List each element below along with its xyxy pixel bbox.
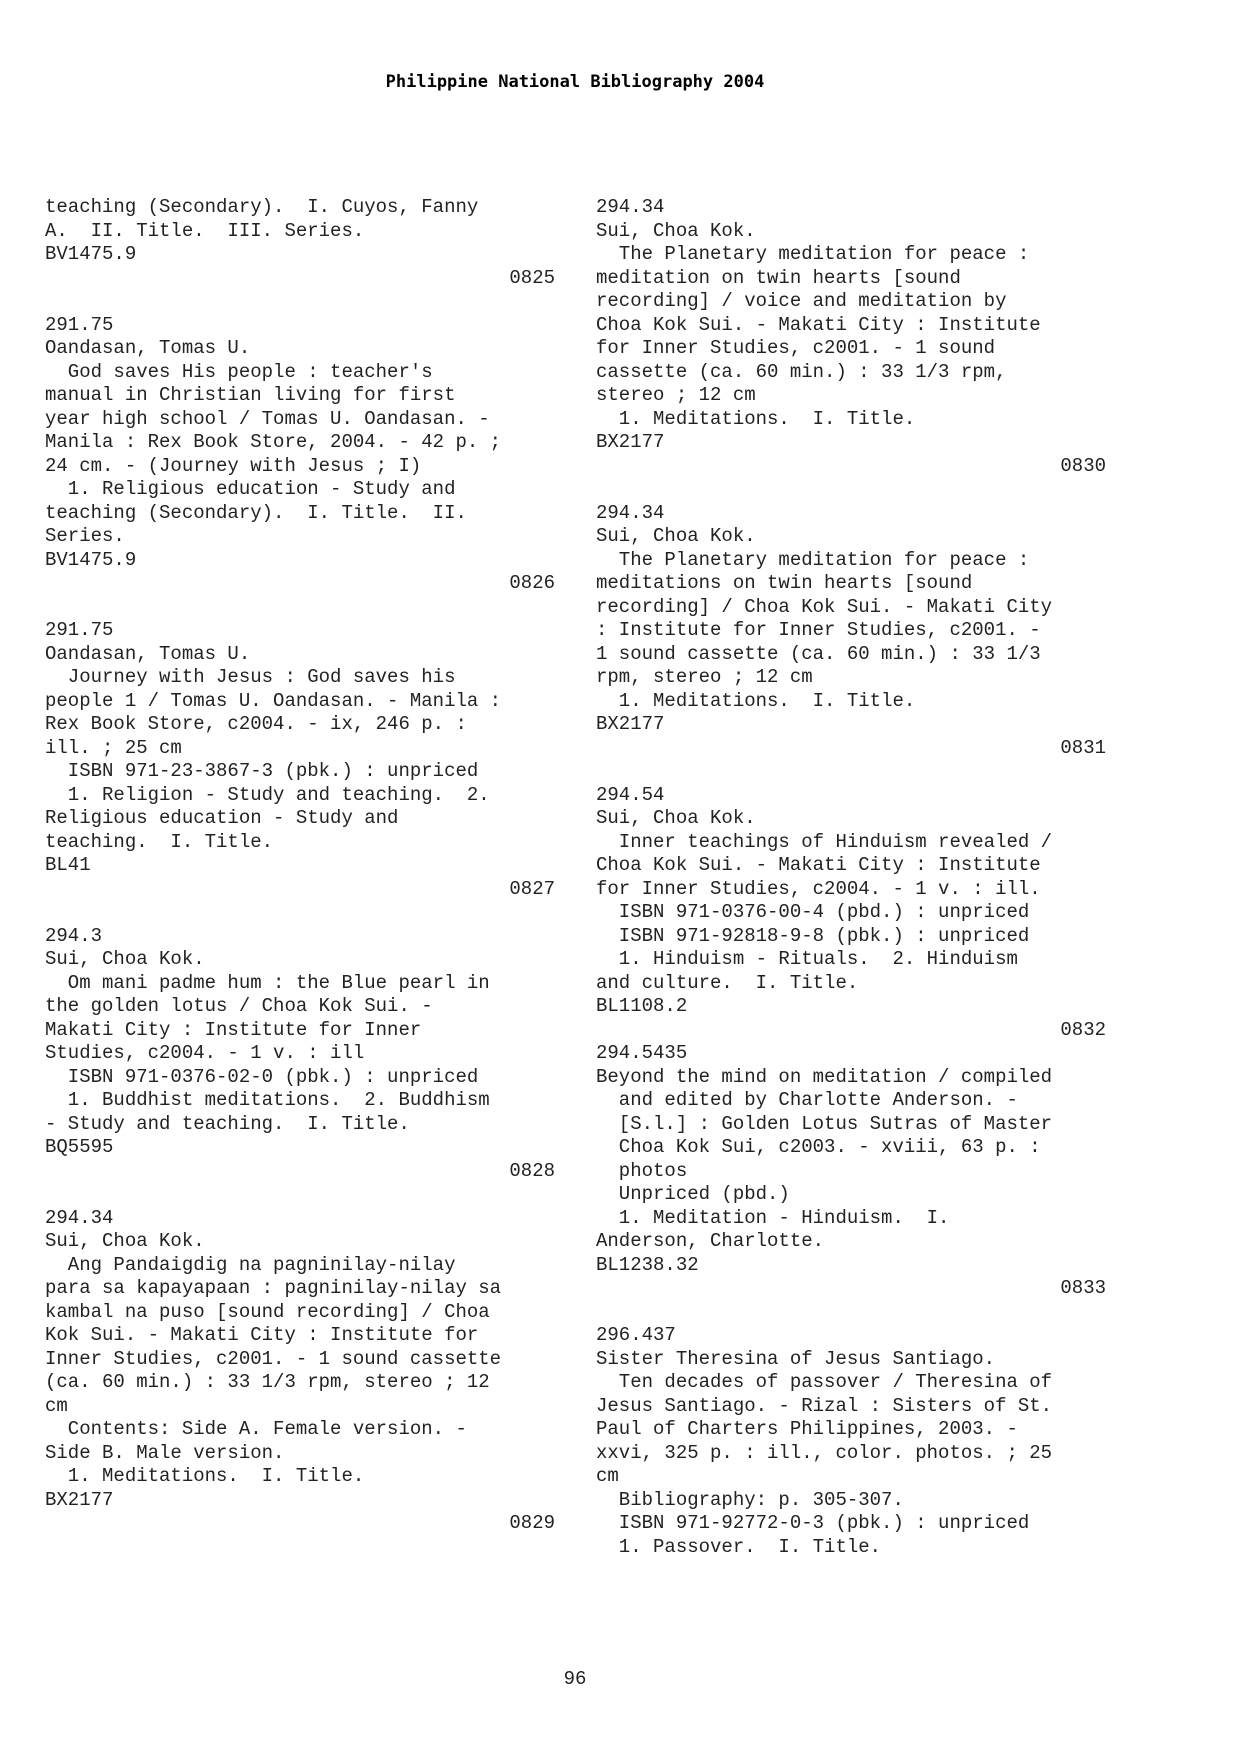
bibliography-entry	[45, 619, 555, 901]
entry-line: BV1475.9	[45, 243, 137, 265]
entry-line: [S.l.] : Golden Lotus Sutras of Master	[596, 1112, 1053, 1135]
entry-line: Rex Book Store, c2004. - ix, 246 p. :	[45, 713, 467, 735]
entry-line: Choa Kok Sui. - Makati City : Institute	[596, 854, 1041, 876]
entry-line: cassette (ca. 60 min.) : 33 1/3 rpm,	[596, 360, 1007, 383]
entry-line: Inner Studies, c2001. - 1 sound cassette	[45, 1347, 502, 1370]
entry-line: manual in Christian living for first	[45, 384, 456, 406]
entry-line: Inner teachings of Hinduism revealed /	[596, 830, 1053, 853]
entry-line: 1. Meditations. I. Title.	[596, 407, 916, 430]
entry-line: Makati City : Institute for Inner	[45, 1018, 422, 1041]
bibliography-entry	[45, 314, 555, 596]
entry-line: people 1 / Tomas U. Oandasan. - Manila :	[45, 689, 502, 712]
entry-number: 0827	[509, 877, 555, 900]
entry-line: para sa kapayapaan : pagninilay-nilay sa	[45, 1277, 502, 1299]
entry-line: 294.5435	[596, 1042, 688, 1064]
entry-line: Ten decades of passover / Theresina of	[596, 1371, 1053, 1393]
entry-line: and edited by Charlotte Anderson. -	[596, 1089, 1018, 1111]
entry-line: Sui, Choa Kok.	[45, 1230, 205, 1252]
entry-line: 296.437	[596, 1324, 676, 1346]
entry-line: Bibliography: p. 305-307.	[596, 1488, 904, 1511]
entry-line: meditation on twin hearts [sound	[596, 266, 961, 289]
entry-line: Sui, Choa Kok.	[45, 948, 205, 970]
entry-line: for Inner Studies, c2001. - 1 sound	[596, 337, 996, 359]
entry-line: BL41	[45, 854, 91, 876]
entry-line: Manila : Rex Book Store, 2004. - 42 p. ;	[45, 431, 502, 453]
entry-line: photos	[596, 1159, 688, 1182]
entry-line: 1. Buddhist meditations. 2. Buddhism	[45, 1089, 490, 1111]
entry-line: Choa Kok Sui. - Makati City : Institute	[596, 313, 1041, 336]
entry-number: 0825	[509, 266, 555, 289]
entry-line: 1. Religious education - Study and	[45, 478, 456, 500]
page-header: Philippine National Bibliography 2004	[385, 72, 765, 92]
bibliography-entry	[596, 1042, 1106, 1301]
entry-line: Oandasan, Tomas U.	[45, 642, 251, 665]
entry-line: 1 sound cassette (ca. 60 min.) : 33 1/3	[596, 642, 1041, 665]
entry-line: Choa Kok Sui, c2003. - xviii, 63 p. :	[596, 1136, 1041, 1158]
entry-spacer	[596, 1301, 1106, 1325]
entry-line: 291.75	[45, 619, 114, 641]
entry-line: Sui, Choa Kok.	[596, 219, 756, 242]
entry-line: BQ5595	[45, 1136, 114, 1158]
entry-line: for Inner Studies, c2004. - 1 v. : ill.	[596, 877, 1041, 900]
entry-number: 0832	[1060, 1018, 1106, 1041]
entry-line: - Study and teaching. I. Title.	[45, 1112, 410, 1135]
entry-line: Ang Pandaigdig na pagninilay-nilay	[45, 1253, 456, 1276]
entry-line: and culture. I. Title.	[596, 971, 859, 994]
entry-spacer	[45, 1183, 555, 1207]
bibliography-entry	[45, 925, 555, 1184]
entry-line: 294.34	[596, 501, 665, 524]
entry-line: (ca. 60 min.) : 33 1/3 rpm, stereo ; 12	[45, 1371, 490, 1393]
entry-line: Om mani padme hum : the Blue pearl in	[45, 971, 490, 994]
entry-line: Sui, Choa Kok.	[596, 525, 756, 547]
entry-line: Unpriced (pbd.)	[596, 1183, 790, 1205]
entry-spacer	[45, 901, 555, 925]
entry-line: 1. Meditation - Hinduism. I.	[596, 1206, 950, 1229]
entry-line: Paul of Charters Philippines, 2003. -	[596, 1418, 1018, 1440]
entry-line: ISBN 971-92772-0-3 (pbk.) : unpriced	[596, 1512, 1030, 1534]
entry-line: God saves His people : teacher's	[45, 360, 433, 383]
entry-number: 0831	[1060, 736, 1106, 759]
bibliography-entry	[45, 1207, 555, 1536]
entry-line: BX2177	[596, 713, 665, 735]
entry-line: year high school / Tomas U. Oandasan. -	[45, 407, 490, 430]
entry-spacer	[596, 760, 1106, 784]
entry-line: The Planetary meditation for peace :	[596, 548, 1030, 571]
entry-line: Kok Sui. - Makati City : Institute for	[45, 1324, 479, 1346]
right-column	[596, 196, 1106, 1559]
bibliography-entry	[596, 784, 1106, 1043]
entry-line: Beyond the mind on meditation / compiled	[596, 1065, 1053, 1088]
bibliography-entry	[596, 502, 1106, 761]
entry-number: 0830	[1060, 454, 1106, 477]
entry-line: teaching. I. Title.	[45, 830, 274, 853]
entry-line: Contents: Side A. Female version. -	[45, 1418, 467, 1440]
entry-line: BV1475.9	[45, 548, 137, 571]
entry-line: Studies, c2004. - 1 v. : ill	[45, 1042, 365, 1064]
entry-line: Sister Theresina of Jesus Santiago.	[596, 1347, 996, 1370]
entry-line: 1. Religion - Study and teaching. 2.	[45, 783, 490, 806]
entry-line: cm	[596, 1465, 619, 1487]
entry-line: Sui, Choa Kok.	[596, 807, 756, 829]
entry-line: BX2177	[45, 1488, 114, 1511]
entry-line: 294.54	[596, 783, 665, 806]
entry-line: cm	[45, 1394, 68, 1417]
entry-line: A. II. Title. III. Series.	[45, 219, 365, 242]
entry-line: BL1238.32	[596, 1253, 699, 1276]
entry-line: kambal na puso [sound recording] / Choa	[45, 1300, 490, 1323]
entry-line: teaching (Secondary). I. Cuyos, Fanny	[45, 196, 479, 218]
entry-spacer	[596, 478, 1106, 502]
entry-line: : Institute for Inner Studies, c2001. -	[596, 619, 1041, 641]
entry-line: 294.34	[596, 196, 665, 218]
entry-line: ISBN 971-23-3867-3 (pbk.) : unpriced	[45, 760, 479, 782]
entry-number: 0828	[509, 1159, 555, 1182]
entry-line: xxvi, 325 p. : ill., color. photos. ; 25	[596, 1441, 1053, 1464]
entry-line: Side B. Male version.	[45, 1441, 285, 1464]
left-column	[45, 196, 555, 1536]
bibliography-entry	[596, 1324, 1106, 1559]
bibliography-entry	[596, 196, 1106, 478]
entry-line: teaching (Secondary). I. Title. II.	[45, 501, 467, 524]
entry-number: 0829	[509, 1512, 555, 1534]
entry-line: 1. Meditations. I. Title.	[596, 689, 916, 712]
entry-line: Journey with Jesus : God saves his	[45, 666, 456, 688]
entry-line: BL1108.2	[596, 995, 688, 1017]
entry-line: Anderson, Charlotte.	[596, 1230, 825, 1252]
entry-spacer	[45, 290, 555, 314]
entry-line: meditations on twin hearts [sound	[596, 572, 973, 594]
entry-line: 294.34	[45, 1206, 114, 1229]
entry-line: 294.3	[45, 924, 103, 947]
entry-number: 0833	[1060, 1277, 1106, 1299]
entry-line: ISBN 971-92818-9-8 (pbk.) : unpriced	[596, 924, 1030, 947]
entry-line: The Planetary meditation for peace :	[596, 243, 1030, 265]
entry-line: stereo ; 12 cm	[596, 384, 756, 406]
entry-line: Oandasan, Tomas U.	[45, 337, 251, 359]
entry-line: ill. ; 25 cm	[45, 736, 182, 759]
entry-line: the golden lotus / Choa Kok Sui. -	[45, 995, 433, 1017]
entry-line: Religious education - Study and	[45, 807, 399, 829]
entry-line: 291.75	[45, 313, 114, 336]
entry-line: recording] / voice and meditation by	[596, 290, 1007, 312]
entry-line: 1. Passover. I. Title.	[596, 1535, 882, 1558]
entry-spacer	[45, 596, 555, 620]
entry-line: recording] / Choa Kok Sui. - Makati City	[596, 595, 1053, 618]
entry-line: BX2177	[596, 431, 665, 453]
entry-line: 24 cm. - (Journey with Jesus ; I)	[45, 454, 422, 477]
entry-line: Series.	[45, 525, 125, 547]
page-number: 96	[563, 1668, 587, 1690]
entry-number: 0826	[509, 572, 555, 594]
entry-line: ISBN 971-0376-02-0 (pbk.) : unpriced	[45, 1065, 479, 1088]
bibliography-entry	[45, 196, 555, 290]
entry-line: Jesus Santiago. - Rizal : Sisters of St.	[596, 1394, 1053, 1417]
entry-line: rpm, stereo ; 12 cm	[596, 666, 813, 688]
entry-line: ISBN 971-0376-00-4 (pbd.) : unpriced	[596, 901, 1030, 923]
entry-line: 1. Meditations. I. Title.	[45, 1465, 365, 1487]
entry-line: 1. Hinduism - Rituals. 2. Hinduism	[596, 948, 1018, 970]
